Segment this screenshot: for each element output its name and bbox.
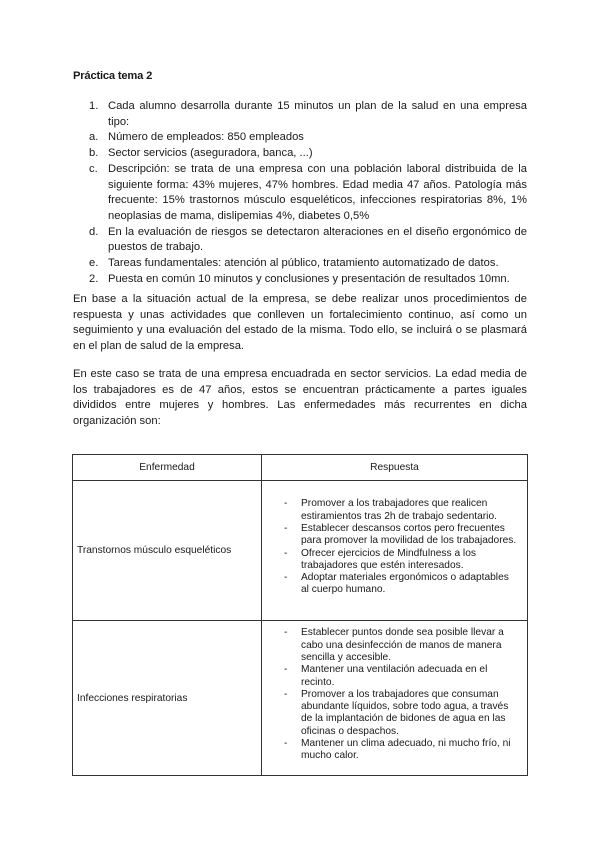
response-text: Mantener un clima adecuado, ni mucho frío, ni mucho calor. <box>301 738 511 762</box>
bullet-dash: - <box>284 498 288 510</box>
response-item <box>262 627 527 664</box>
response-cell <box>262 621 528 776</box>
response-text: Establecer descansos cortos pero frecuentes para promover la movilidad de los trabajadores. <box>301 522 517 547</box>
instruction-list <box>0 99 600 287</box>
list-item <box>0 162 527 225</box>
list-item-text: Número de empleados: 850 empleados <box>108 131 304 144</box>
list-item <box>0 130 527 146</box>
list-item <box>0 146 527 162</box>
list-item-text: Puesta en común 10 minutos y conclusiones y presentación de resultados 10mn. <box>108 272 510 285</box>
response-text: Promover a los trabajadores que realicen estiramientos tras 2h de trabajo sedentario. <box>301 498 497 522</box>
bullet-dash: - <box>284 664 288 676</box>
response-text: Promover a los trabajadores que consuman abundante líquidos, sobre todo agua, a través de la implantación de bidones de agua en las oficinas o despachos. <box>301 688 509 737</box>
list-marker: d. <box>89 225 99 238</box>
document-title: Práctica tema 2 <box>73 70 153 82</box>
disease-response-table <box>72 454 528 776</box>
list-item-text: Tareas fundamentales: atención al público, tratamiento automatizado de datos. <box>108 257 499 270</box>
list-item <box>0 272 527 288</box>
list-item <box>0 225 527 256</box>
table-row <box>73 621 528 776</box>
response-item <box>262 498 527 523</box>
bullet-dash: - <box>284 547 288 559</box>
list-item <box>0 99 527 130</box>
response-item <box>262 664 527 689</box>
response-item <box>262 572 527 597</box>
response-item <box>262 738 527 763</box>
list-item-text: Sector servicios (aseguradora, banca, ...) <box>108 147 313 160</box>
table-row <box>73 481 528 621</box>
response-list <box>262 492 527 608</box>
list-item <box>0 256 527 272</box>
bullet-dash: - <box>284 572 288 584</box>
list-item-text: En la evaluación de riesgos se detectaron alteraciones en el diseño ergonómico de puestos de trabajo. <box>108 225 527 254</box>
list-item-text: Descripción: se trata de una empresa con una población laboral distribuida de la siguiente forma: 43% mujeres, 47% hombres. Edad media 47 años. Patología más frecuente: 15% trastornos músculo esqueléticos, infecciones respiratorias 8%, 1% neoplasias de mama, dislipemias 4%, diabetes 0,5% <box>108 162 527 222</box>
column-header-enfermedad: Enfermedad <box>73 455 262 481</box>
response-text: Mantener una ventilación adecuada en el recinto. <box>301 664 488 688</box>
list-item-text: Cada alumno desarrolla durante 15 minutos un plan de la salud en una empresa tipo: <box>108 100 527 128</box>
list-marker: 1. <box>89 100 99 112</box>
response-list <box>262 621 527 774</box>
bullet-dash: - <box>284 738 288 750</box>
response-item <box>262 523 527 548</box>
disease-cell: Transtornos músculo esqueléticos <box>73 481 262 621</box>
response-item <box>262 689 527 738</box>
list-marker: a. <box>89 131 99 144</box>
bullet-dash: - <box>284 627 288 639</box>
response-item <box>262 548 527 573</box>
paragraph-context: En este caso se trata de una empresa encuadrada en sector servicios. La edad media de los trabajadores es de 47 años, estos se encuentran prácticamente a partes iguales divididos entre mujeres y hombres. Las enfermedades más recurrentes en dicha organización son: <box>73 368 527 427</box>
table-header-row <box>73 455 528 481</box>
response-cell <box>262 481 528 621</box>
list-marker: 2. <box>89 272 99 285</box>
bullet-dash: - <box>284 688 288 700</box>
disease-cell: Infecciones respiratorias <box>73 621 262 776</box>
column-header-respuesta: Respuesta <box>262 455 528 481</box>
bullet-dash: - <box>284 522 288 534</box>
response-text: Establecer puntos donde sea posible llevar a cabo una desinfección de manos de manera sencilla y accesible. <box>301 627 504 663</box>
list-marker: e. <box>89 257 99 270</box>
list-marker: c. <box>89 162 98 175</box>
response-text: Ofrecer ejercicios de Mindfulness a los trabajadores que estén interesados. <box>301 547 476 571</box>
list-marker: b. <box>89 147 99 160</box>
response-text: Adoptar materiales ergonómicos o adaptables al cuerpo humano. <box>301 572 509 596</box>
paragraph-situation: En base a la situación actual de la empresa, se debe realizar unos procedimientos de respuesta y unas actividades que conlleven un fortalecimiento continuo, así como un seguimiento y una evaluación del estado de la misma. Todo ello, se incluirá o se plasmará en el plan de salud de la empresa. <box>73 293 527 352</box>
